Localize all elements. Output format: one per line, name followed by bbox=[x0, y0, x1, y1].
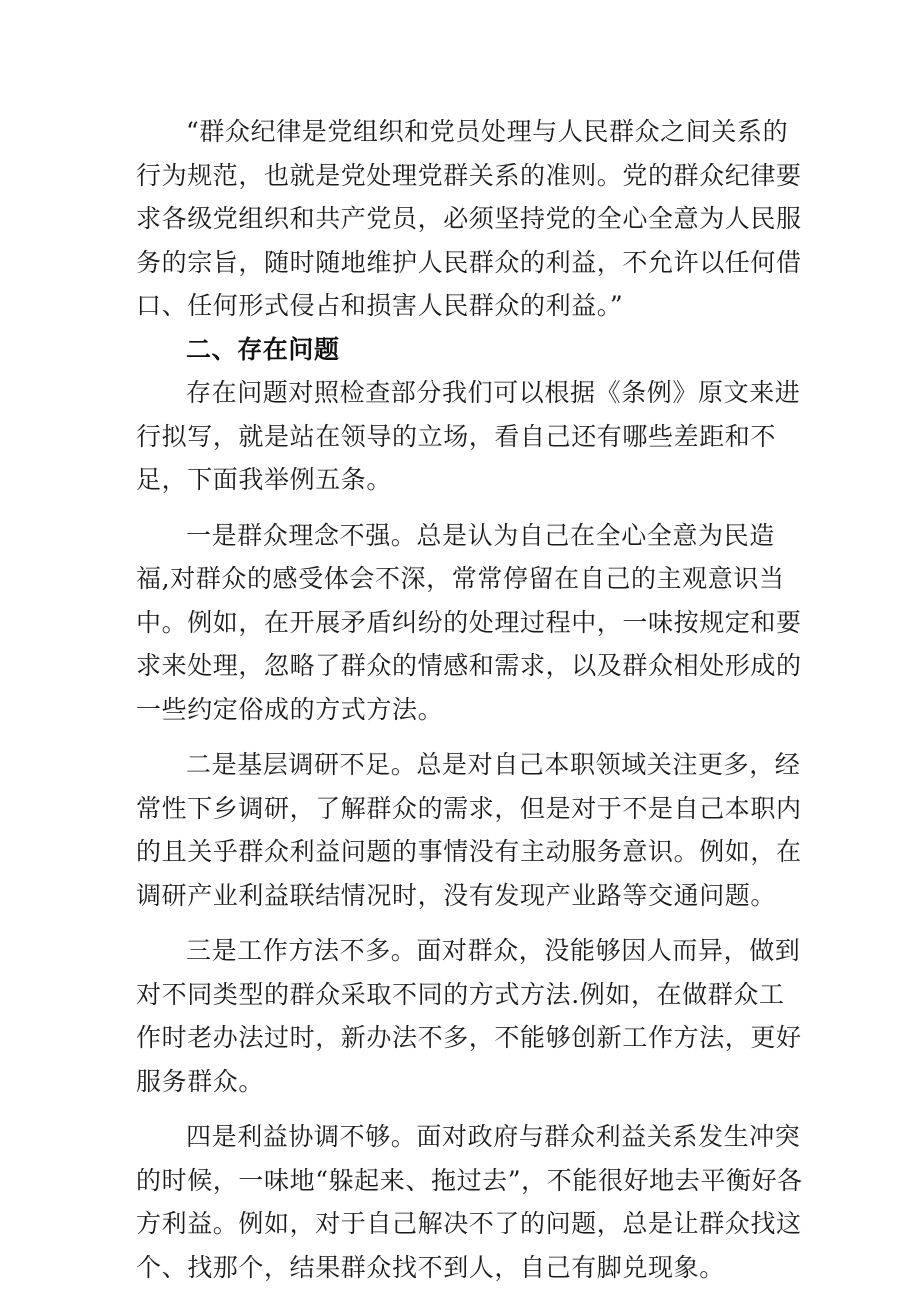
section-heading: 二、存在问题 bbox=[186, 334, 340, 364]
item-paragraph-3: 三是工作方法不多。面对群众，没能够因人而异，做到对不同类型的群众采取不同的方式方法.例如，在做群众工作时老办法过时，新办法不多，不能够创新工作方法，更好服务群众。 bbox=[136, 936, 802, 1096]
item-paragraph-1: 一是群众理念不强。总是认为自己在全心全意为民造福,对群众的感受体会不深，常常停留在自己的主观意识当中。例如，在开展矛盾纠纷的处理过程中，一味按规定和要求来处理，忽略了群众的情感和需求，以及群众相处形成的一些约定俗成的方式方法。 bbox=[136, 520, 802, 724]
quote-paragraph: “群众纪律是党组织和党员处理与人民群众之间关系的行为规范，也就是党处理党群关系的准则。党的群众纪律要求各级党组织和共产党员，必须坚持党的全心全意为人民服务的宗旨，随时随地维护人民群众的利益，不允许以任何借口、任何形式侵占和损害人民群众的利益。” bbox=[136, 117, 802, 320]
item-paragraph-4: 四是利益协调不够。面对政府与群众利益关系发生冲突的时候，一味地“躲起来、拖过去”，不能很好地去平衡好各方利益。例如，对于自己解决不了的问题，总是让群众找这个、找那个，结果群众找不到人，自己有脚兑现象。 bbox=[136, 1122, 803, 1282]
document-body bbox=[136, 110, 808, 1289]
item-paragraph-2: 二是基层调研不足。总是对自己本职领域关注更多，经常性下乡调研，了解群众的需求，但是对于不是自己本职内的且关乎群众利益问题的事情没有主动服务意识。例如，在调研产业利益联结情况时，没有发现产业路等交通问题。 bbox=[136, 750, 802, 910]
intro-paragraph: 存在问题对照检查部分我们可以根据《条例》原文来进行拟写，就是站在领导的立场，看自己还有哪些差距和不足，下面我举例五条。 bbox=[136, 378, 801, 494]
